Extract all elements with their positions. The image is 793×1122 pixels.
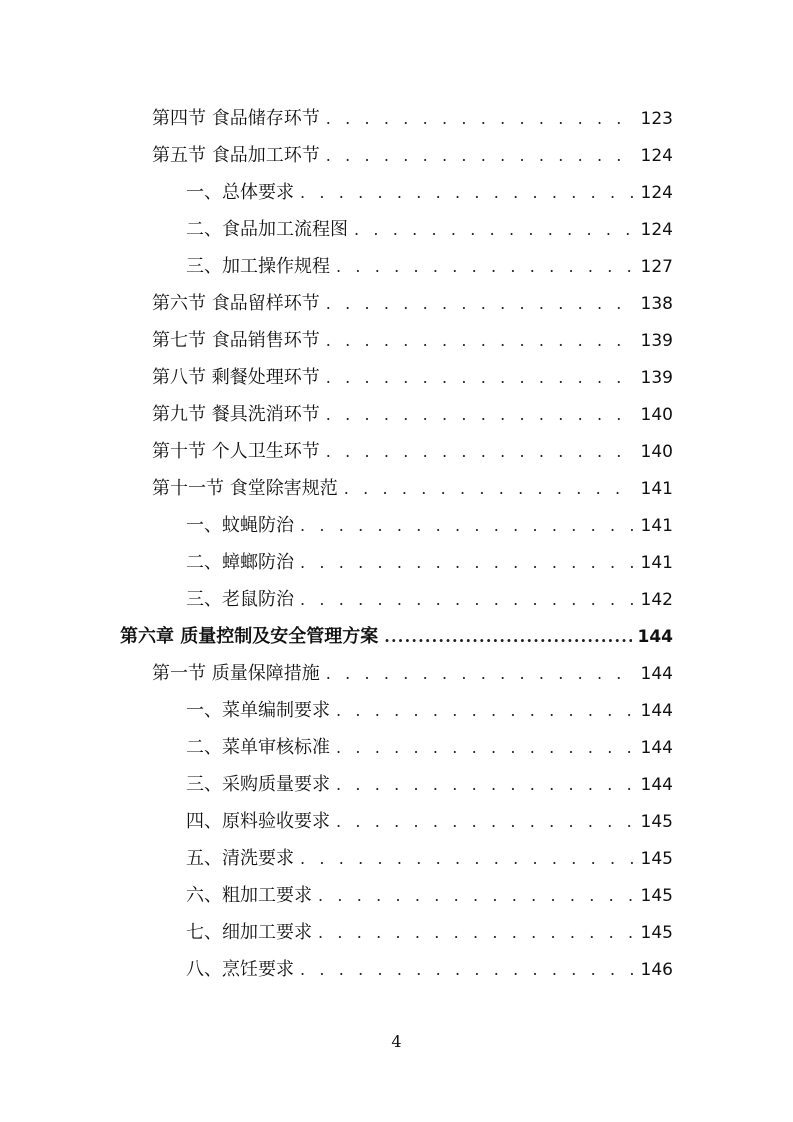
dot-leader bbox=[326, 322, 635, 359]
toc-entry[interactable] bbox=[152, 655, 673, 692]
toc-entry-page: 145 bbox=[640, 849, 673, 869]
toc-entry-page: 145 bbox=[640, 886, 673, 906]
toc-entry-title: 一、菜单编制要求 bbox=[186, 700, 330, 721]
toc-entry-page: 146 bbox=[640, 960, 673, 980]
toc-entry-page: 144 bbox=[640, 701, 673, 721]
toc-entry-page: 124 bbox=[640, 220, 673, 240]
toc-entry-title: 三、采购质量要求 bbox=[186, 774, 330, 795]
dot-leader bbox=[300, 951, 635, 988]
dot-leader bbox=[336, 729, 635, 766]
toc-entry-page: 142 bbox=[640, 590, 673, 610]
dot-leader bbox=[336, 803, 635, 840]
toc-entry[interactable] bbox=[152, 396, 673, 433]
dot-leader bbox=[326, 396, 635, 433]
toc-entry-title: 三、加工操作规程 bbox=[186, 256, 330, 277]
toc-entry-title: 第八节 剩餐处理环节 bbox=[152, 367, 320, 388]
toc-entry-page: 124 bbox=[640, 146, 673, 166]
toc-entry[interactable] bbox=[152, 322, 673, 359]
dot-leader bbox=[336, 248, 635, 285]
toc-entry[interactable] bbox=[152, 285, 673, 322]
toc-entry[interactable] bbox=[186, 951, 673, 988]
dot-leader bbox=[326, 137, 635, 174]
toc-entry-title: 第十一节 食堂除害规范 bbox=[152, 478, 338, 499]
toc-entry-page: 139 bbox=[640, 368, 673, 388]
toc-entry[interactable] bbox=[186, 174, 673, 211]
toc-entry[interactable] bbox=[186, 692, 673, 729]
toc-entry[interactable] bbox=[152, 470, 673, 507]
toc-entry-page: 145 bbox=[640, 812, 673, 832]
toc-entry-title: 第四节 食品储存环节 bbox=[152, 108, 320, 129]
toc-entry[interactable] bbox=[152, 433, 673, 470]
toc-entry-page: 127 bbox=[640, 257, 673, 277]
toc-entry[interactable] bbox=[186, 803, 673, 840]
dot-leader bbox=[326, 655, 635, 692]
toc-entry-title: 第七节 食品销售环节 bbox=[152, 330, 320, 351]
toc-entry-page: 140 bbox=[640, 405, 673, 425]
toc-entry[interactable] bbox=[186, 766, 673, 803]
dot-leader bbox=[318, 914, 635, 951]
dot-leader bbox=[344, 470, 635, 507]
toc-entry-page: 144 bbox=[637, 627, 673, 647]
toc-entry[interactable] bbox=[152, 137, 673, 174]
dot-leader bbox=[300, 544, 635, 581]
dot-leader bbox=[300, 581, 635, 618]
toc-entry[interactable] bbox=[186, 211, 673, 248]
toc-entry-title: 七、细加工要求 bbox=[186, 922, 312, 943]
toc-entry-title: 二、蟑螂防治 bbox=[186, 552, 294, 573]
dot-leader bbox=[326, 359, 635, 396]
toc-entry[interactable] bbox=[186, 877, 673, 914]
toc-entry-title: 第六章 质量控制及安全管理方案 bbox=[120, 626, 379, 647]
toc-entry-page: 123 bbox=[640, 109, 673, 129]
toc-entry-page: 141 bbox=[640, 479, 673, 499]
toc-entry[interactable] bbox=[186, 840, 673, 877]
toc-entry-page: 140 bbox=[640, 442, 673, 462]
toc-chapter-entry[interactable] bbox=[120, 618, 673, 655]
toc-entry-title: 第五节 食品加工环节 bbox=[152, 145, 320, 166]
toc-entry-title: 第一节 质量保障措施 bbox=[152, 663, 320, 684]
toc-entry-title: 三、老鼠防治 bbox=[186, 589, 294, 610]
toc-entry-page: 144 bbox=[640, 664, 673, 684]
dot-leader bbox=[300, 174, 635, 211]
dot-leader bbox=[318, 877, 635, 914]
dot-leader bbox=[354, 211, 635, 248]
dot-leader bbox=[384, 618, 631, 655]
dot-leader bbox=[326, 433, 635, 470]
toc-entry-page: 144 bbox=[640, 775, 673, 795]
toc-entry[interactable] bbox=[152, 359, 673, 396]
toc-entry[interactable] bbox=[186, 581, 673, 618]
dot-leader bbox=[336, 766, 635, 803]
dot-leader bbox=[326, 100, 635, 137]
toc-entry[interactable] bbox=[186, 729, 673, 766]
toc-entry-title: 六、粗加工要求 bbox=[186, 885, 312, 906]
toc-entry-page: 141 bbox=[640, 516, 673, 536]
toc-entry-title: 四、原料验收要求 bbox=[186, 811, 330, 832]
toc-entry-title: 五、清洗要求 bbox=[186, 848, 294, 869]
toc-entry-page: 145 bbox=[640, 923, 673, 943]
dot-leader bbox=[326, 285, 635, 322]
toc-entry[interactable] bbox=[186, 544, 673, 581]
toc-entry-page: 124 bbox=[640, 183, 673, 203]
dot-leader bbox=[336, 692, 635, 729]
toc-entry[interactable] bbox=[152, 100, 673, 137]
page-number: 4 bbox=[391, 1032, 402, 1051]
dot-leader bbox=[300, 507, 635, 544]
toc-entry[interactable] bbox=[186, 248, 673, 285]
toc-entry-page: 144 bbox=[640, 738, 673, 758]
dot-leader bbox=[300, 840, 635, 877]
toc-entry[interactable] bbox=[186, 914, 673, 951]
toc-entry-title: 八、烹饪要求 bbox=[186, 959, 294, 980]
toc-entry[interactable] bbox=[186, 507, 673, 544]
toc-entry-title: 一、蚊蝇防治 bbox=[186, 515, 294, 536]
toc-entry-title: 第十节 个人卫生环节 bbox=[152, 441, 320, 462]
toc-entry-title: 第九节 餐具洗消环节 bbox=[152, 404, 320, 425]
toc-entry-title: 第六节 食品留样环节 bbox=[152, 293, 320, 314]
toc-entry-title: 二、菜单审核标准 bbox=[186, 737, 330, 758]
toc-entry-page: 139 bbox=[640, 331, 673, 351]
toc-entry-page: 138 bbox=[640, 294, 673, 314]
toc-entry-title: 二、食品加工流程图 bbox=[186, 219, 348, 240]
toc-entry-page: 141 bbox=[640, 553, 673, 573]
toc-entry-title: 一、总体要求 bbox=[186, 182, 294, 203]
